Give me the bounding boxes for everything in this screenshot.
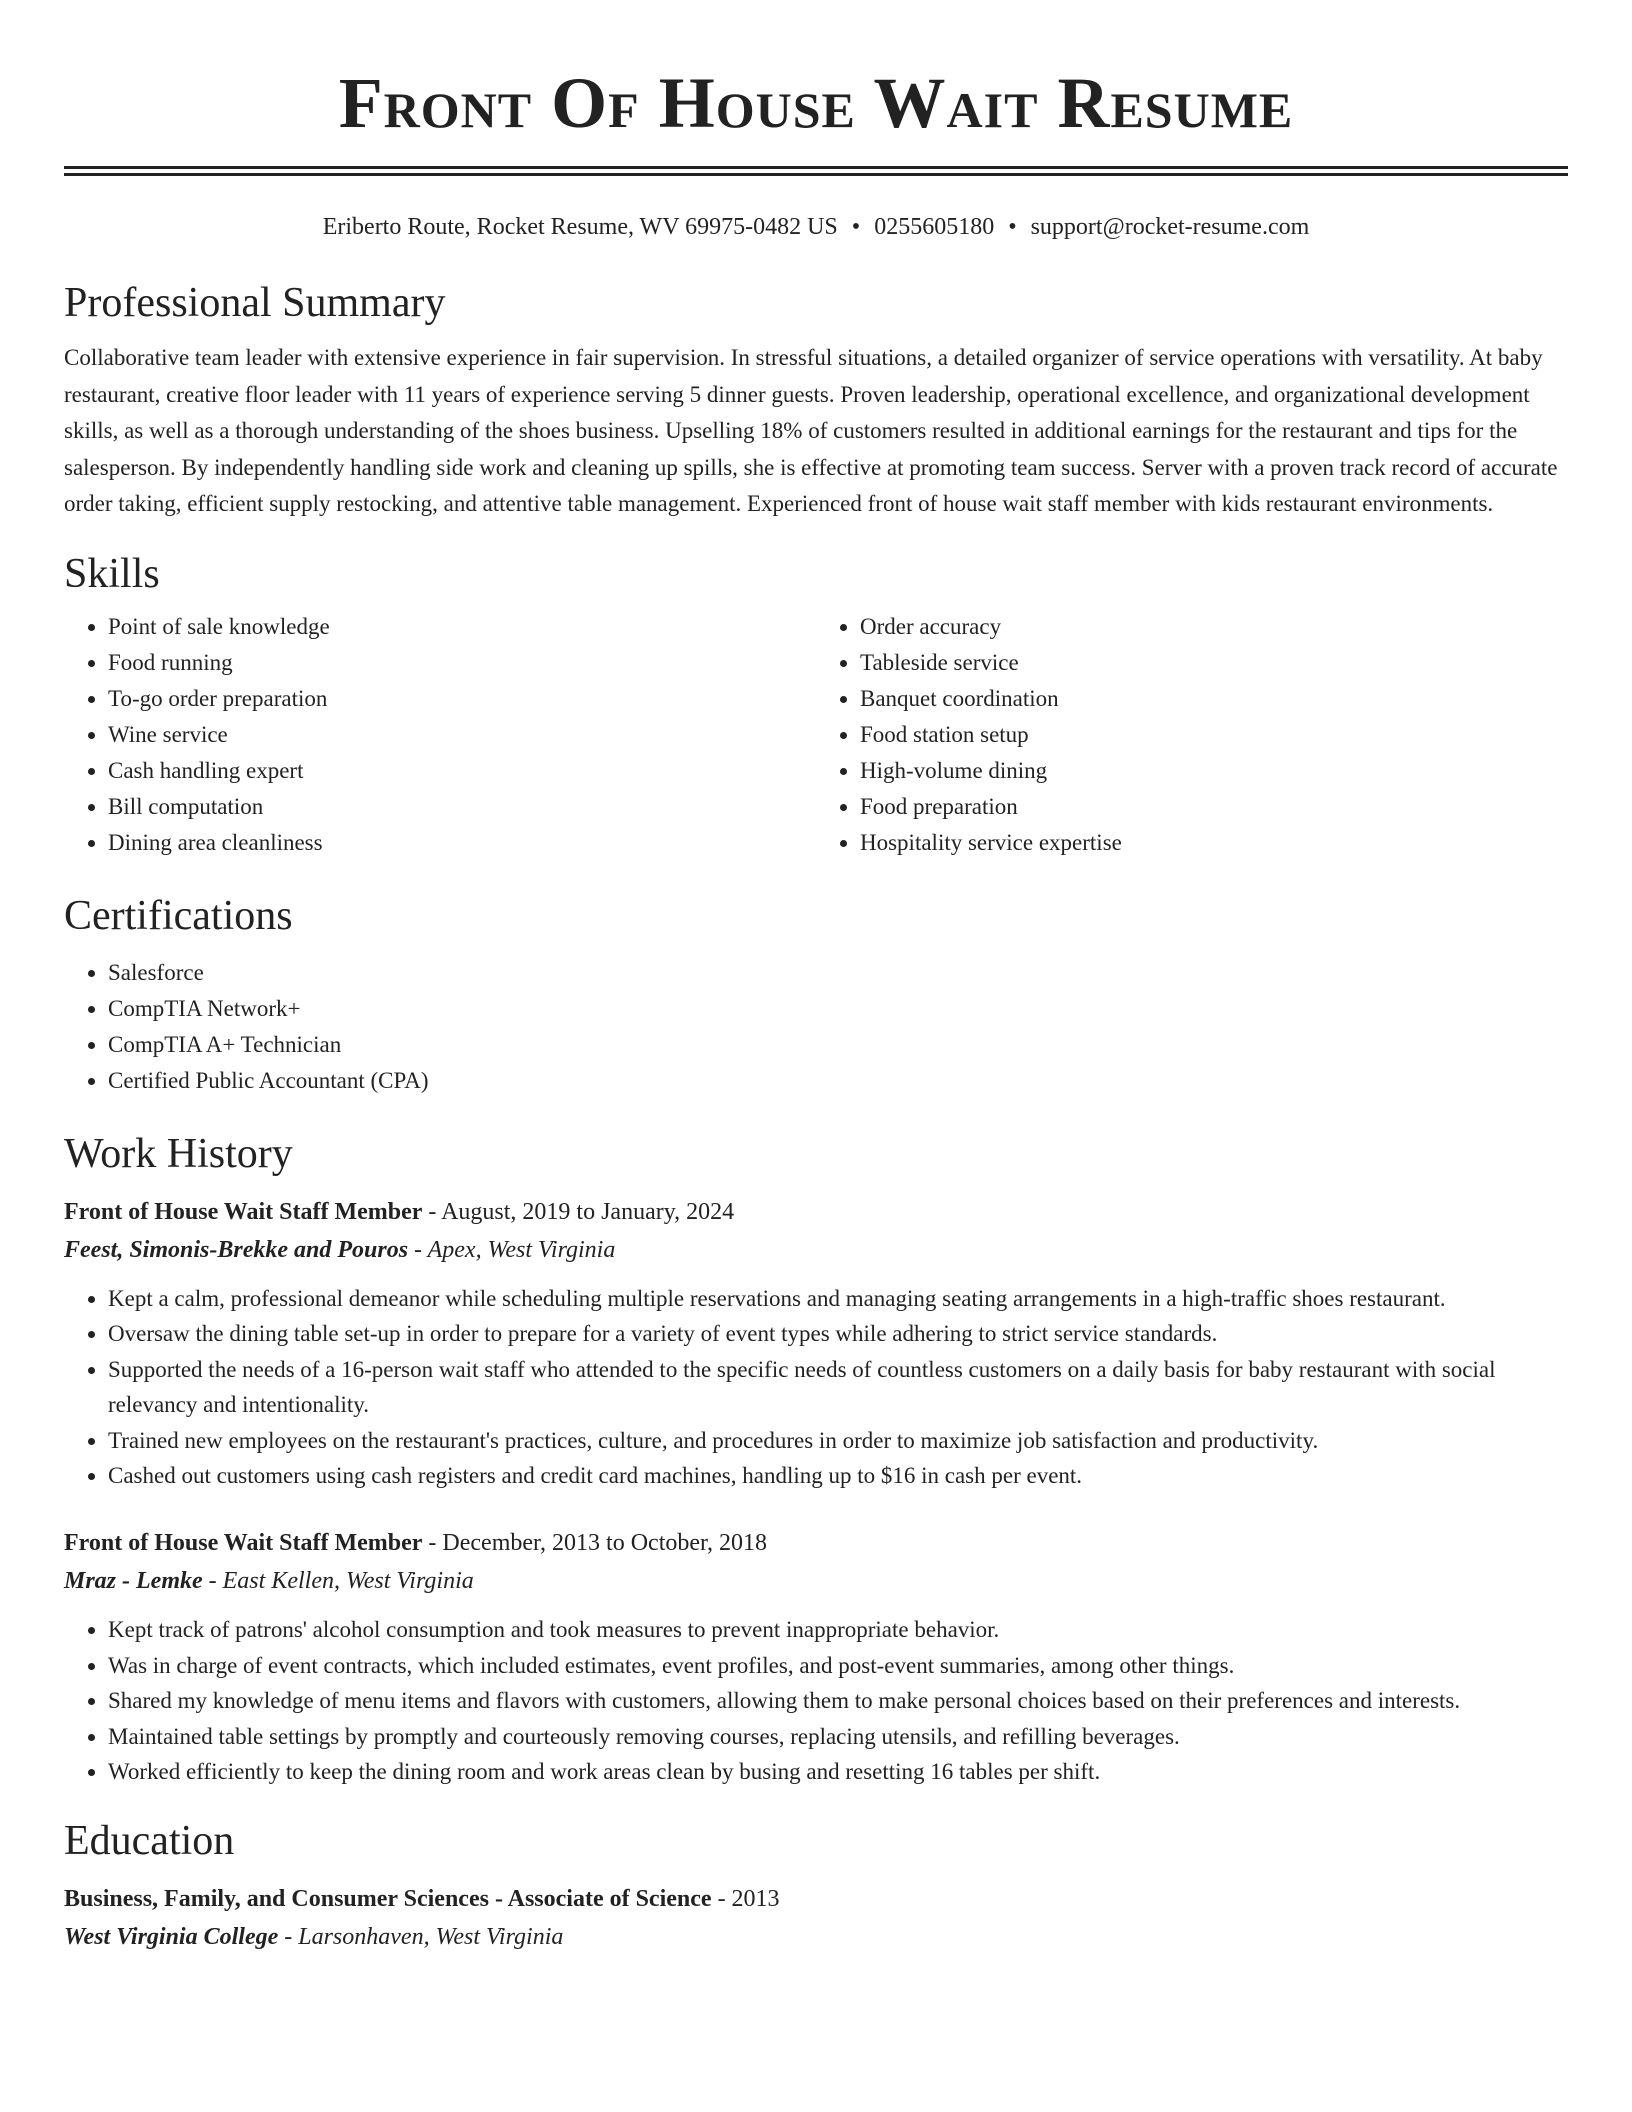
- skill-item: • Hospitality service expertise: [860, 825, 1568, 861]
- certification-item: • CompTIA Network+: [108, 991, 1568, 1027]
- skills-columns: [64, 609, 1568, 861]
- skill-item: • Food station setup: [860, 717, 1568, 753]
- employer-name: Mraz - Lemke: [64, 1568, 203, 1595]
- job-bullets: [64, 1612, 1568, 1790]
- certification-item: • Salesforce: [108, 955, 1568, 991]
- contact-separator: •: [1008, 214, 1017, 240]
- job-bullet: • Maintained table settings by promptly and courteously removing courses, replacing utensils, and refilling beverages.: [108, 1719, 1568, 1755]
- employer-name: Feest, Simonis-Brekke and Pouros: [64, 1236, 409, 1263]
- job-title: Front of House Wait Staff Member: [64, 1198, 423, 1225]
- job-bullets: [64, 1281, 1568, 1495]
- job-bullet: • Oversaw the dining table set-up in order to prepare for a variety of event types while adhering to strict service standards.: [108, 1316, 1568, 1352]
- contact-line: [64, 212, 1568, 242]
- summary-heading: Professional Summary: [64, 280, 446, 326]
- school-location: - Larsonhaven, West Virginia: [278, 1924, 564, 1951]
- employer-location: - East Kellen, West Virginia: [202, 1568, 474, 1595]
- skill-item: • Bill computation: [108, 789, 816, 825]
- education-heading: Education: [64, 1818, 235, 1865]
- certifications-list: [64, 955, 1568, 1099]
- skills-right-list: [816, 609, 1568, 861]
- degree-year: - 2013: [711, 1886, 780, 1913]
- contact-email: support@rocket-resume.com: [1030, 214, 1310, 240]
- job-bullet: • Worked efficiently to keep the dining room and work areas clean by busing and resetting 16 tables per shift.: [108, 1754, 1568, 1790]
- certification-item: • CompTIA A+ Technician: [108, 1027, 1568, 1063]
- job-title: Front of House Wait Staff Member: [64, 1530, 423, 1557]
- skill-item: • Cash handling expert: [108, 753, 816, 789]
- skill-item: • Food running: [108, 645, 816, 681]
- summary-text: Collaborative team leader with extensive experience in fair supervision. In stressful situations, a detailed organizer of service operations with versatility. At baby restaurant, creative floor leader with 11 years of experience serving 5 dinner guests. Proven leadership, operational excellence, and organizational development skills, as well as a thorough understanding of the shoes business. Upselling 18% of customers resulted in additional earnings for the restaurant and tips for the salesperson. By independently handling side work and cleaning up spills, she is effective at promoting team success. Server with a proven track record of accurate order taking, efficient supply restocking, and attentive table management. Experienced front of house wait staff member with kids restaurant environments.: [64, 345, 1558, 516]
- job-bullet: • Kept track of patrons' alcohol consumption and took measures to prevent inappropriate behavior.: [108, 1612, 1568, 1648]
- contact-separator: •: [851, 214, 861, 240]
- employer-line: [64, 1231, 1568, 1269]
- degree-name: Business, Family, and Consumer Sciences - Associate of Science: [64, 1886, 712, 1913]
- skills-left-list: [64, 609, 816, 861]
- title-divider: [64, 166, 1568, 176]
- skill-item: • Food preparation: [860, 789, 1568, 825]
- degree-line: [64, 1880, 1568, 1918]
- job-entry: [64, 1193, 1568, 1495]
- skill-item: • Dining area cleanliness: [108, 825, 816, 861]
- job-bullet: • Supported the needs of a 16-person wait staff who attended to the specific needs of countless customers on a daily basis for baby restaurant with social relevancy and intentionality.: [108, 1352, 1568, 1423]
- job-title-line: [64, 1524, 1568, 1562]
- job-bullet: • Was in charge of event contracts, which included estimates, event profiles, and post-event summaries, among other things.: [108, 1648, 1568, 1684]
- skill-item: • Banquet coordination: [860, 681, 1568, 717]
- job-entry: [64, 1524, 1568, 1790]
- certifications-heading: Certifications: [64, 892, 293, 939]
- job-bullet: • Cashed out customers using cash registers and credit card machines, handling up to $16 in cash per event.: [108, 1458, 1568, 1494]
- education-entry: [64, 1880, 1568, 1956]
- school-line: [64, 1918, 1568, 1956]
- skill-item: • Order accuracy: [860, 609, 1568, 645]
- job-dates: - December, 2013 to October, 2018: [422, 1530, 768, 1557]
- skill-item: • Wine service: [108, 717, 816, 753]
- job-bullet: • Trained new employees on the restaurant's practices, culture, and procedures in order to maximize job satisfaction and productivity.: [108, 1423, 1568, 1459]
- contact-address: Eriberto Route, Rocket Resume, WV 69975-0482 US: [322, 214, 838, 240]
- skill-item: • To-go order preparation: [108, 681, 816, 717]
- job-title-line: [64, 1193, 1568, 1231]
- skill-item: • High-volume dining: [860, 753, 1568, 789]
- job-dates: - August, 2019 to January, 2024: [422, 1198, 735, 1225]
- contact-phone: 0255605180: [874, 214, 995, 240]
- resume-title: Front Of House Wait Resume: [338, 63, 1294, 143]
- skills-heading: Skills: [64, 550, 160, 597]
- employer-location: - Apex, West Virginia: [408, 1236, 616, 1263]
- job-bullet: • Shared my knowledge of menu items and flavors with customers, allowing them to make personal choices based on their preferences and interests.: [108, 1683, 1568, 1719]
- school-name: West Virginia College: [64, 1924, 279, 1951]
- job-bullet: • Kept a calm, professional demeanor while scheduling multiple reservations and managing seating arrangements in a high-traffic shoes restaurant.: [108, 1281, 1568, 1317]
- employer-line: [64, 1562, 1568, 1600]
- skill-item: • Tableside service: [860, 645, 1568, 681]
- skill-item: • Point of sale knowledge: [108, 609, 816, 645]
- work-history-heading: Work History: [64, 1130, 293, 1177]
- certification-item: • Certified Public Accountant (CPA): [108, 1063, 1568, 1099]
